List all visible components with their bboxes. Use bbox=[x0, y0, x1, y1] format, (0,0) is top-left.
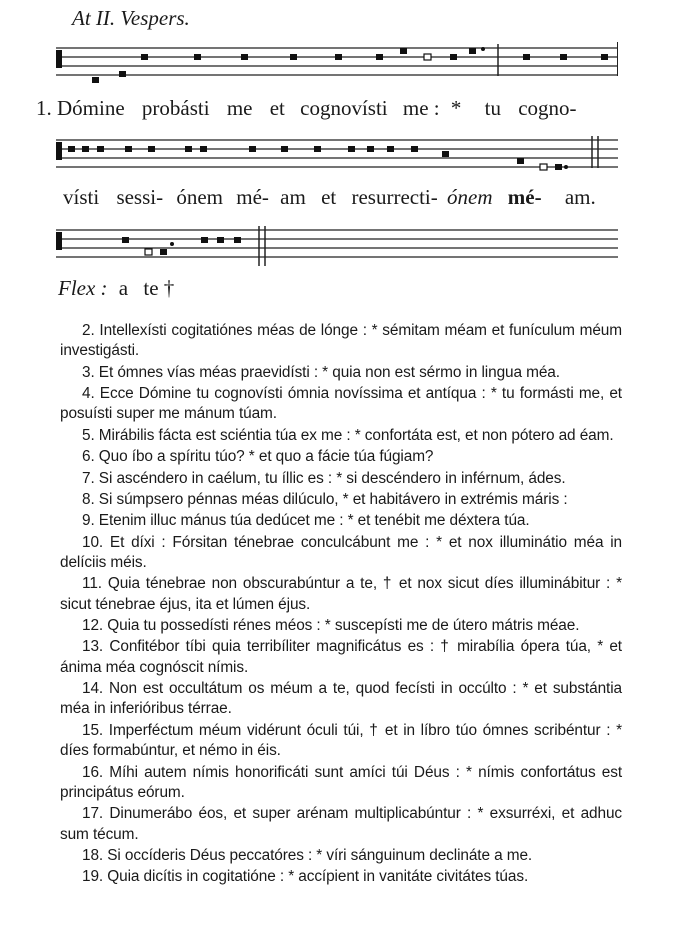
section-heading: At II. Vespers. bbox=[72, 6, 190, 30]
lyric-syllable: sessi- bbox=[116, 185, 164, 209]
lyrics-line-1 bbox=[36, 96, 577, 121]
flex-line bbox=[58, 276, 174, 301]
verse-2: 2. Intellexísti cogitatiónes méas de lónge : * sémitam méam et funículum méum investigásti. bbox=[60, 322, 622, 360]
verse-17: 17. Dinumerábo éos, et super arénam multiplicabúntur : * exsurréxi, et adhuc sum técum. bbox=[60, 805, 622, 843]
chant-stave-1 bbox=[52, 38, 618, 78]
lyrics-line-2 bbox=[63, 185, 596, 210]
psalm-verses bbox=[60, 321, 622, 889]
verse-19: 19. Quia dicítis in cogitatióne : * accípient in vanitáte civitátes túas. bbox=[82, 868, 529, 886]
verse-9: 9. Etenim illuc mánus túa dedúcet me : * et tenébit me déxtera túa. bbox=[82, 512, 530, 530]
verse-15: 15. Imperféctum méum vidérunt óculi túi, † et in líbro túo ómnes scribéntur : * díes formabúntur, et némo in éis. bbox=[60, 721, 622, 760]
chant-stave-2 bbox=[52, 132, 618, 172]
verse-10: 10. Et díxi : Fórsitan ténebrae conculcábunt me : * et nox illuminátio méa in delíciis méis. bbox=[60, 533, 622, 572]
verse-3: 3. Et ómnes vías méas praevidísti : * quia non est sérmo in lingua méa. bbox=[82, 363, 560, 381]
lyric-syllable: mé- bbox=[236, 185, 269, 209]
lyric-syllable: tu bbox=[484, 96, 501, 120]
flex-label: Flex : bbox=[58, 276, 108, 300]
lyric-syllable: am bbox=[280, 185, 306, 209]
verse-6: 6. Quo íbo a spíritu túo? * et quo a fácie túa fúgiam? bbox=[82, 448, 434, 466]
lyric-syllable: mé- bbox=[507, 185, 542, 209]
verse-14: 14. Non est occultátum os méum a te, quod fecísti in occúlto : * et substántia méa in inferióribus térrae. bbox=[60, 680, 622, 718]
lyric-syllable: 1. Dómine bbox=[36, 96, 125, 120]
lyric-syllable: me : bbox=[402, 96, 440, 120]
verse-7: 7. Si ascéndero in caélum, tu íllic es : * si descéndero in inférnum, ádes. bbox=[82, 469, 566, 487]
lyric-syllable: vísti bbox=[63, 185, 100, 209]
verse-5: 5. Mirábilis fácta est sciéntia túa ex me : * confortáta est, et non pótero ad éam. bbox=[82, 426, 614, 444]
lyric-syllable: am. bbox=[564, 185, 596, 209]
verse-4: 4. Ecce Dómine tu cognovísti ómnia novíssima et antíqua : * tu formásti me, et posuísti super me mánum túam. bbox=[60, 385, 622, 423]
verse-16: 16. Míhi autem nímis honorificáti sunt amíci túi Déus : * nímis confortátus est principátus eórum. bbox=[60, 763, 622, 801]
chant-stave-3 bbox=[52, 222, 618, 262]
flex-syllable: a bbox=[118, 276, 129, 300]
lyric-syllable: cognovísti bbox=[300, 96, 388, 120]
verse-8: 8. Si súmpsero pénnas méas dilúculo, * et habitávero in extrémis máris : bbox=[82, 490, 568, 508]
lyric-syllable: * bbox=[450, 96, 462, 120]
lyric-syllable: resurrecti- bbox=[351, 185, 438, 209]
verse-18: 18. Si occíderis Déus peccatóres : * víri sánguinum declináte a me. bbox=[82, 846, 533, 864]
lyric-syllable: me bbox=[226, 96, 253, 120]
lyric-syllable: et bbox=[269, 96, 285, 120]
verse-13: 13. Confitébor tíbi quia terribíliter magnificátus es : † mirabília ópera túa, * et ánima méa cognóscit nímis. bbox=[60, 638, 622, 676]
lyric-syllable: ónem bbox=[447, 185, 493, 209]
lyric-syllable: ónem bbox=[176, 185, 224, 209]
verse-12: 12. Quia tu possedísti rénes méos : * suscepísti me de útero mátris méae. bbox=[82, 617, 580, 635]
lyric-syllable: et bbox=[321, 185, 337, 209]
verse-11: 11. Quia ténebrae non obscurabúntur a te, † et nox sicut díes illuminábitur : * sicut ténebrae éjus, ita et lúmen éjus. bbox=[60, 575, 622, 613]
lyric-syllable: probásti bbox=[141, 96, 210, 120]
flex-syllable: te † bbox=[143, 276, 175, 300]
lyric-syllable: cogno- bbox=[518, 96, 577, 120]
